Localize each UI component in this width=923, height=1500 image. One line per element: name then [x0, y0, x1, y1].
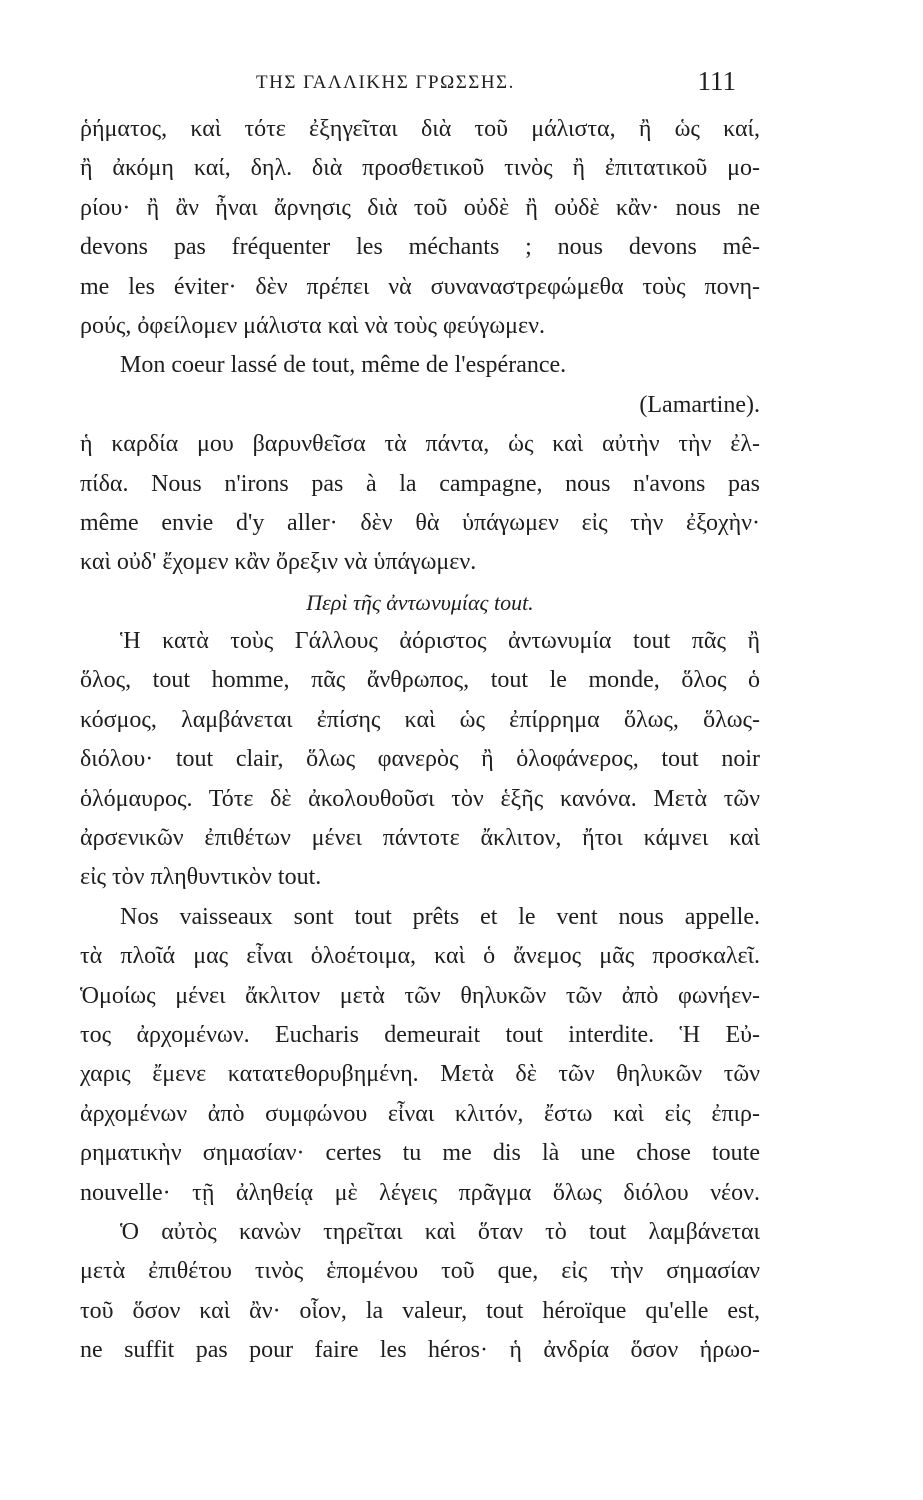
section-heading: Περὶ τῆς ἀντωνυμίας tout. [306, 589, 534, 615]
text-line: ρούς, ὀφείλομεν μάλιστα καὶ νὰ τοὺς φεύγωμεν. [80, 312, 545, 339]
text-line: καὶ οὐδ' ἔχομεν κἂν ὄρεξιν νὰ ὑπάγωμεν. [80, 549, 477, 576]
text-line: Ὁ αὐτὸς κανὼν τηρεῖται καὶ ὅταν τὸ tout λαμβάνεται [120, 1218, 760, 1245]
body-text [80, 110, 760, 1371]
text-line: ρηματικὴν σημασίαν· certes tu me dis là une chose toute [80, 1140, 760, 1167]
text-line: ὁλόμαυρος. Τότε δὲ ἀκολουθοῦσι τὸν ἑξῆς κανόνα. Μετὰ τῶν [80, 785, 760, 812]
text-line: ne suffit pas pour faire les héros· ἡ ἀνδρία ὅσον ἡρωο- [80, 1337, 760, 1364]
text-line: nouvelle· τῇ ἀληθείᾳ μὲ λέγεις πρᾶγμα ὅλως διόλου νέον. [80, 1179, 760, 1206]
text-line: εἰς τὸν πληθυντικὸν tout. [80, 864, 322, 891]
text-line: même envie d'y aller· δὲν θὰ ὑπάγωμεν εἰς τὴν ἐξοχὴν· [80, 509, 760, 536]
text-line: ρίου· ἢ ἂν ἦναι ἄρνησις διὰ τοῦ οὐδὲ ἢ οὐδὲ κἂν· nous ne [80, 194, 760, 221]
text-line: ἀρσενικῶν ἐπιθέτων μένει πάντοτε ἄκλιτον, ἤτοι κάμνει καὶ [80, 825, 760, 852]
running-title: ΤΗΣ ΓΑΛΛΙΚΗΣ ΓΡΩΣΣΗΣ. [256, 72, 515, 93]
text-line: ἢ ἀκόμη καί, δηλ. διὰ προσθετικοῦ τινὸς ἢ ἐπιτατικοῦ μο- [80, 155, 760, 182]
text-line: ἀρχομένων ἀπὸ συμφώνου εἶναι κλιτόν, ἔστω καὶ εἰς ἐπιρ- [80, 1100, 760, 1127]
text-line: ῥήματος, καὶ τότε ἐξηγεῖται διὰ τοῦ μάλιστα, ἢ ὡς καί, [80, 116, 760, 142]
text-line: ἡ καρδία μου βαρυνθεῖσα τὰ πάντα, ὡς καὶ αὐτὴν τὴν ἐλ- [80, 431, 760, 458]
text-line: διόλου· tout clair, ὅλως φανερὸς ἢ ὁλοφάνερος, tout noir [80, 746, 760, 773]
text-line: τος ἀρχομένων. Eucharis demeurait tout interdite. Ἡ Εὐ- [80, 1021, 760, 1048]
text-line: τοῦ ὅσον καὶ ἂν· οἷον, la valeur, tout héroïque qu'elle est, [80, 1297, 760, 1324]
quotation-line: Mon coeur lassé de tout, même de l'espérance. [120, 352, 567, 379]
text-line: κόσμος, λαμβάνεται ἐπίσης καὶ ὡς ἐπίρρημα ὅλως, ὅλως- [80, 706, 760, 733]
page-number: 111 [697, 66, 736, 96]
text-line: Ἡ κατὰ τοὺς Γάλλους ἀόριστος ἀντωνυμία tout πᾶς ἢ [120, 628, 760, 655]
text-line: Ὁμοίως μένει ἄκλιτον μετὰ τῶν θηλυκῶν τῶν ἀπὸ φωνήεν- [80, 982, 760, 1009]
text-line: τὰ πλοῖά μας εἶναι ὁλοέτοιμα, καὶ ὁ ἄνεμος μᾶς προσκαλεῖ. [80, 943, 760, 970]
quotation-attribution: (Lamartine). [639, 391, 760, 418]
text-line: πίδα. Nous n'irons pas à la campagne, nous n'avons pas [80, 470, 760, 497]
text-line: devons pas fréquenter les méchants ; nous devons mê- [80, 234, 760, 261]
quotation-line: Nos vaisseaux sont tout prêts et le vent nous appelle. [120, 903, 760, 930]
text-line: ὅλος, tout homme, πᾶς ἄνθρωπος, tout le monde, ὅλος ὁ [80, 667, 760, 694]
running-head [256, 64, 736, 104]
text-line: χαρις ἔμενε κατατεθορυβημένη. Μετὰ δὲ τῶν θηλυκῶν τῶν [80, 1061, 760, 1088]
text-line: me les éviter· δὲν πρέπει νὰ συναναστρεφώμεθα τοὺς πονη- [80, 273, 760, 300]
text-line: μετὰ ἐπιθέτου τινὸς ἑπομένου τοῦ que, εἰς τὴν σημασίαν [80, 1258, 760, 1285]
